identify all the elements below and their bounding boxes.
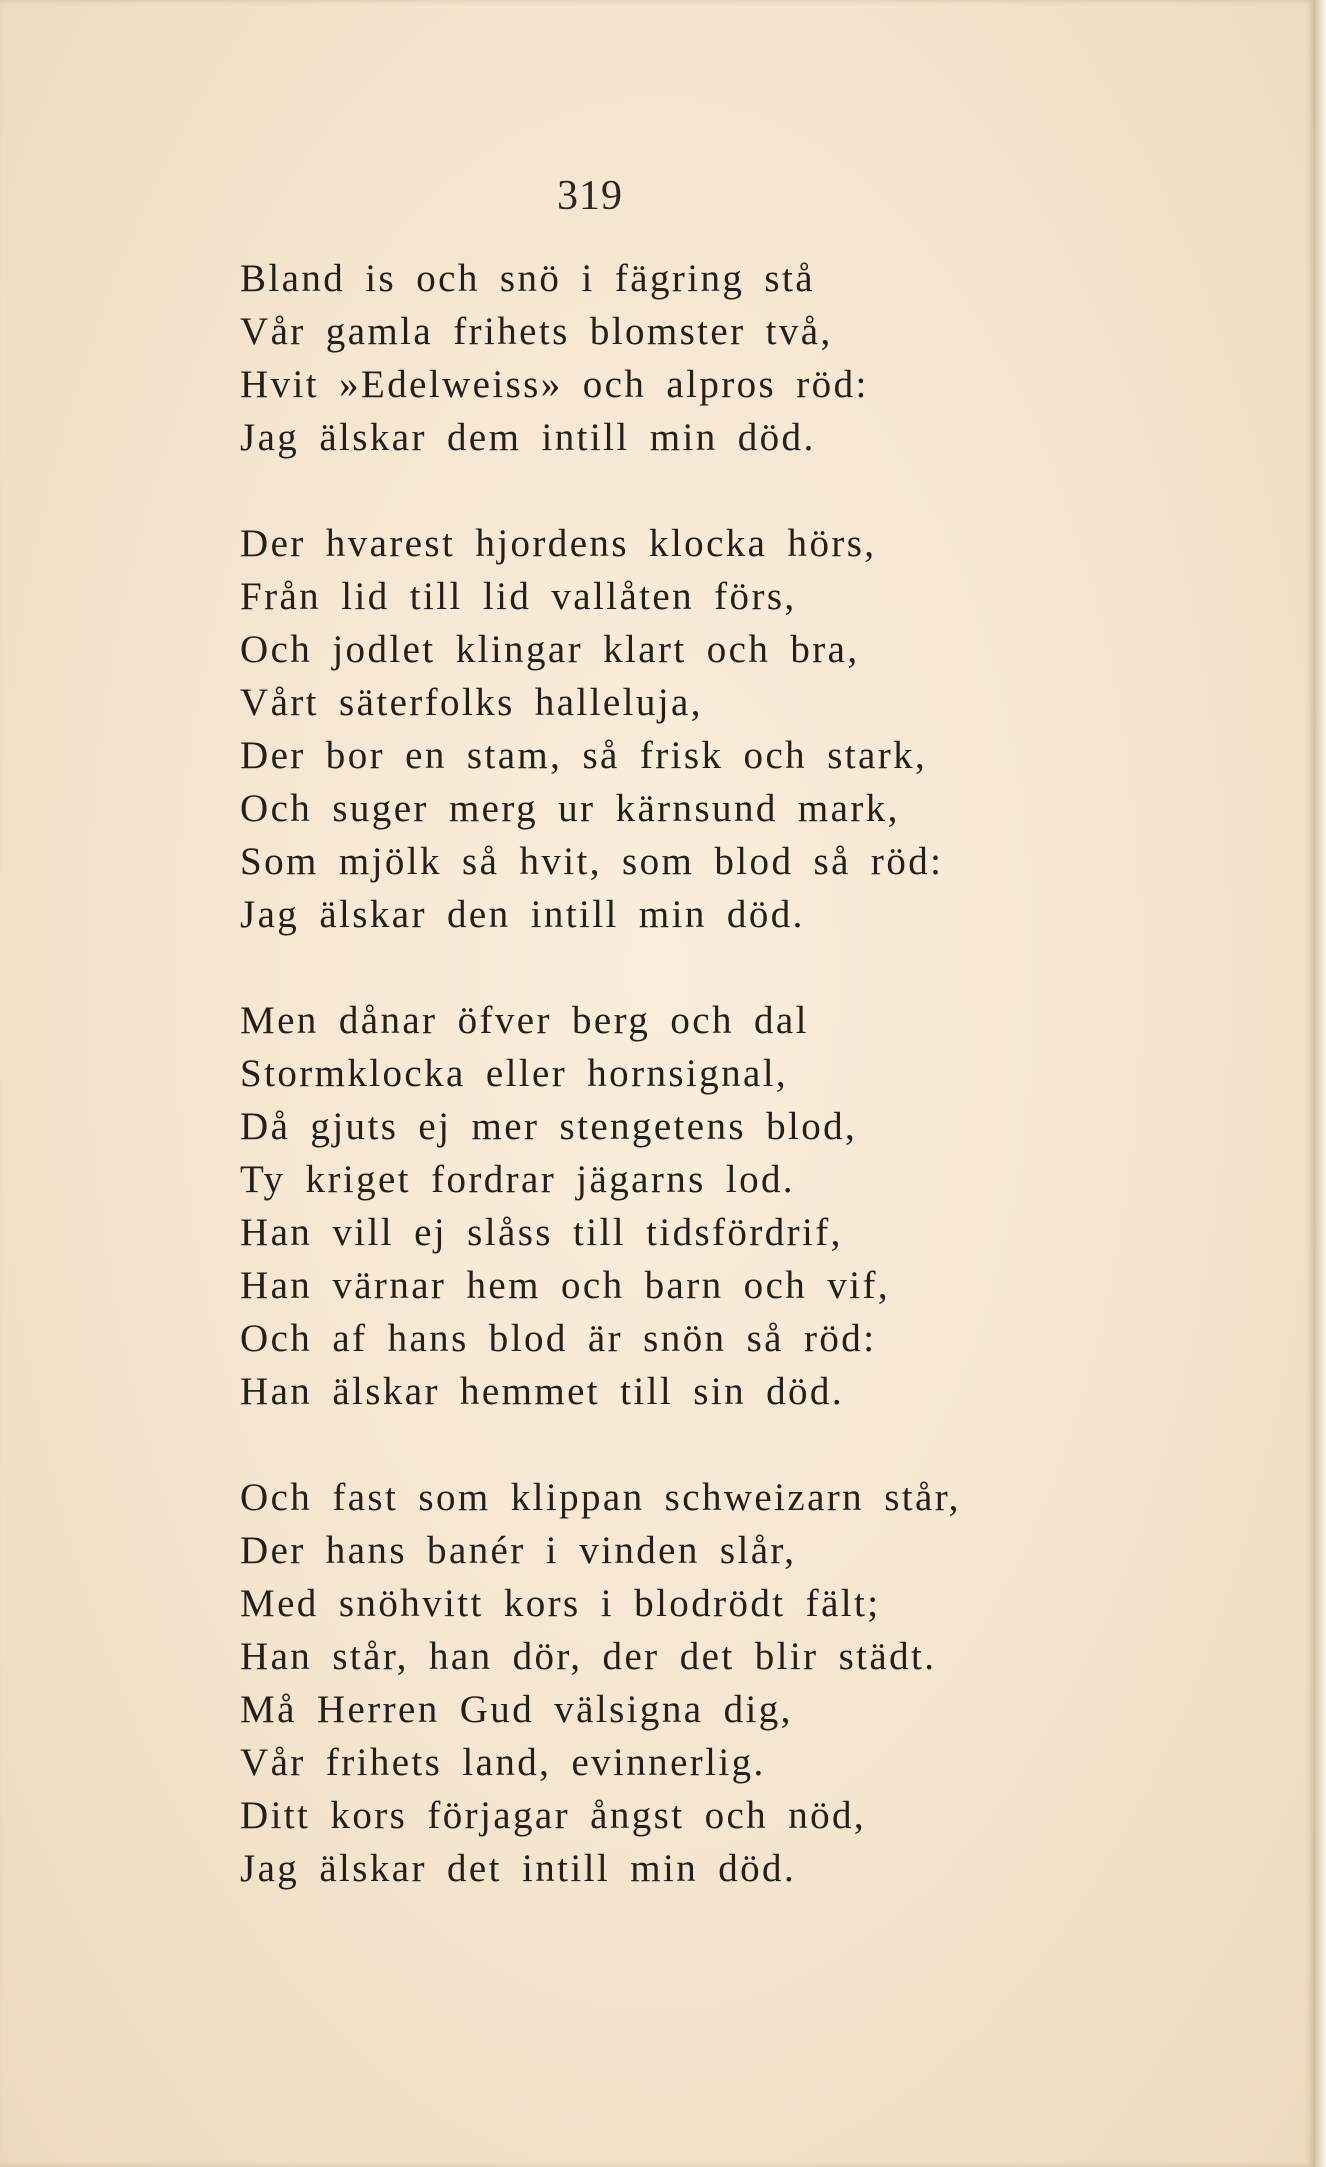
- poem-line: Ditt kors förjagar ångst och nöd,: [240, 1794, 867, 1837]
- poem-line: Jag älskar den intill min död.: [240, 893, 805, 936]
- poem-line: Der hans banér i vinden slår,: [240, 1529, 797, 1572]
- stanza-3: [240, 994, 1240, 1418]
- poem-line: Hvit »Edelweiss» och alpros röd:: [240, 363, 869, 406]
- poem-line: Vår frihets land, evinnerlig.: [240, 1741, 766, 1784]
- stanza-4: [240, 1471, 1240, 1895]
- stanza-2: [240, 517, 1240, 941]
- poem-line: Och fast som klippan schweizarn står,: [240, 1476, 961, 1519]
- poem-line: Må Herren Gud välsigna dig,: [240, 1688, 793, 1731]
- poem-line: Der hvarest hjordens klocka hörs,: [240, 522, 877, 565]
- poem-line: Jag älskar det intill min död.: [240, 1847, 797, 1890]
- poem-line: Från lid till lid vallåten förs,: [240, 575, 797, 618]
- poem-line: Vårt säterfolks halleluja,: [240, 681, 703, 724]
- poem-line: Och suger merg ur kärnsund mark,: [240, 787, 900, 830]
- poem-line: Der bor en stam, så frisk och stark,: [240, 734, 928, 777]
- poem-line: Och af hans blod är snön så röd:: [240, 1317, 877, 1360]
- poem-line: Då gjuts ej mer stengetens blod,: [240, 1105, 858, 1148]
- poem-line: Vår gamla frihets blomster två,: [240, 310, 833, 353]
- stanza-1: [240, 252, 1240, 464]
- poem-line: Stormklocka eller hornsignal,: [240, 1052, 789, 1095]
- poem-line: Och jodlet klingar klart och bra,: [240, 628, 860, 671]
- poem-line: Han vill ej slåss till tidsfördrif,: [240, 1211, 843, 1254]
- poem-line: Som mjölk så hvit, som blod så röd:: [240, 840, 944, 883]
- poem-line: Han står, han dör, der det blir städt.: [240, 1635, 937, 1678]
- poem-line: Men dånar öfver berg och dal: [240, 999, 809, 1042]
- page-number: 319: [557, 173, 623, 219]
- poem-line: Med snöhvitt kors i blodrödt fält;: [240, 1582, 881, 1625]
- poem-line: Bland is och snö i fägring stå: [240, 257, 815, 300]
- poem-line: Han älskar hemmet till sin död.: [240, 1370, 844, 1413]
- poem: [240, 252, 1240, 1895]
- poem-line: Han värnar hem och barn och vif,: [240, 1264, 891, 1307]
- poem-line: Ty kriget fordrar jägarns lod.: [240, 1158, 796, 1201]
- poem-line: Jag älskar dem intill min död.: [240, 416, 816, 459]
- page-edge: [1315, 0, 1326, 2167]
